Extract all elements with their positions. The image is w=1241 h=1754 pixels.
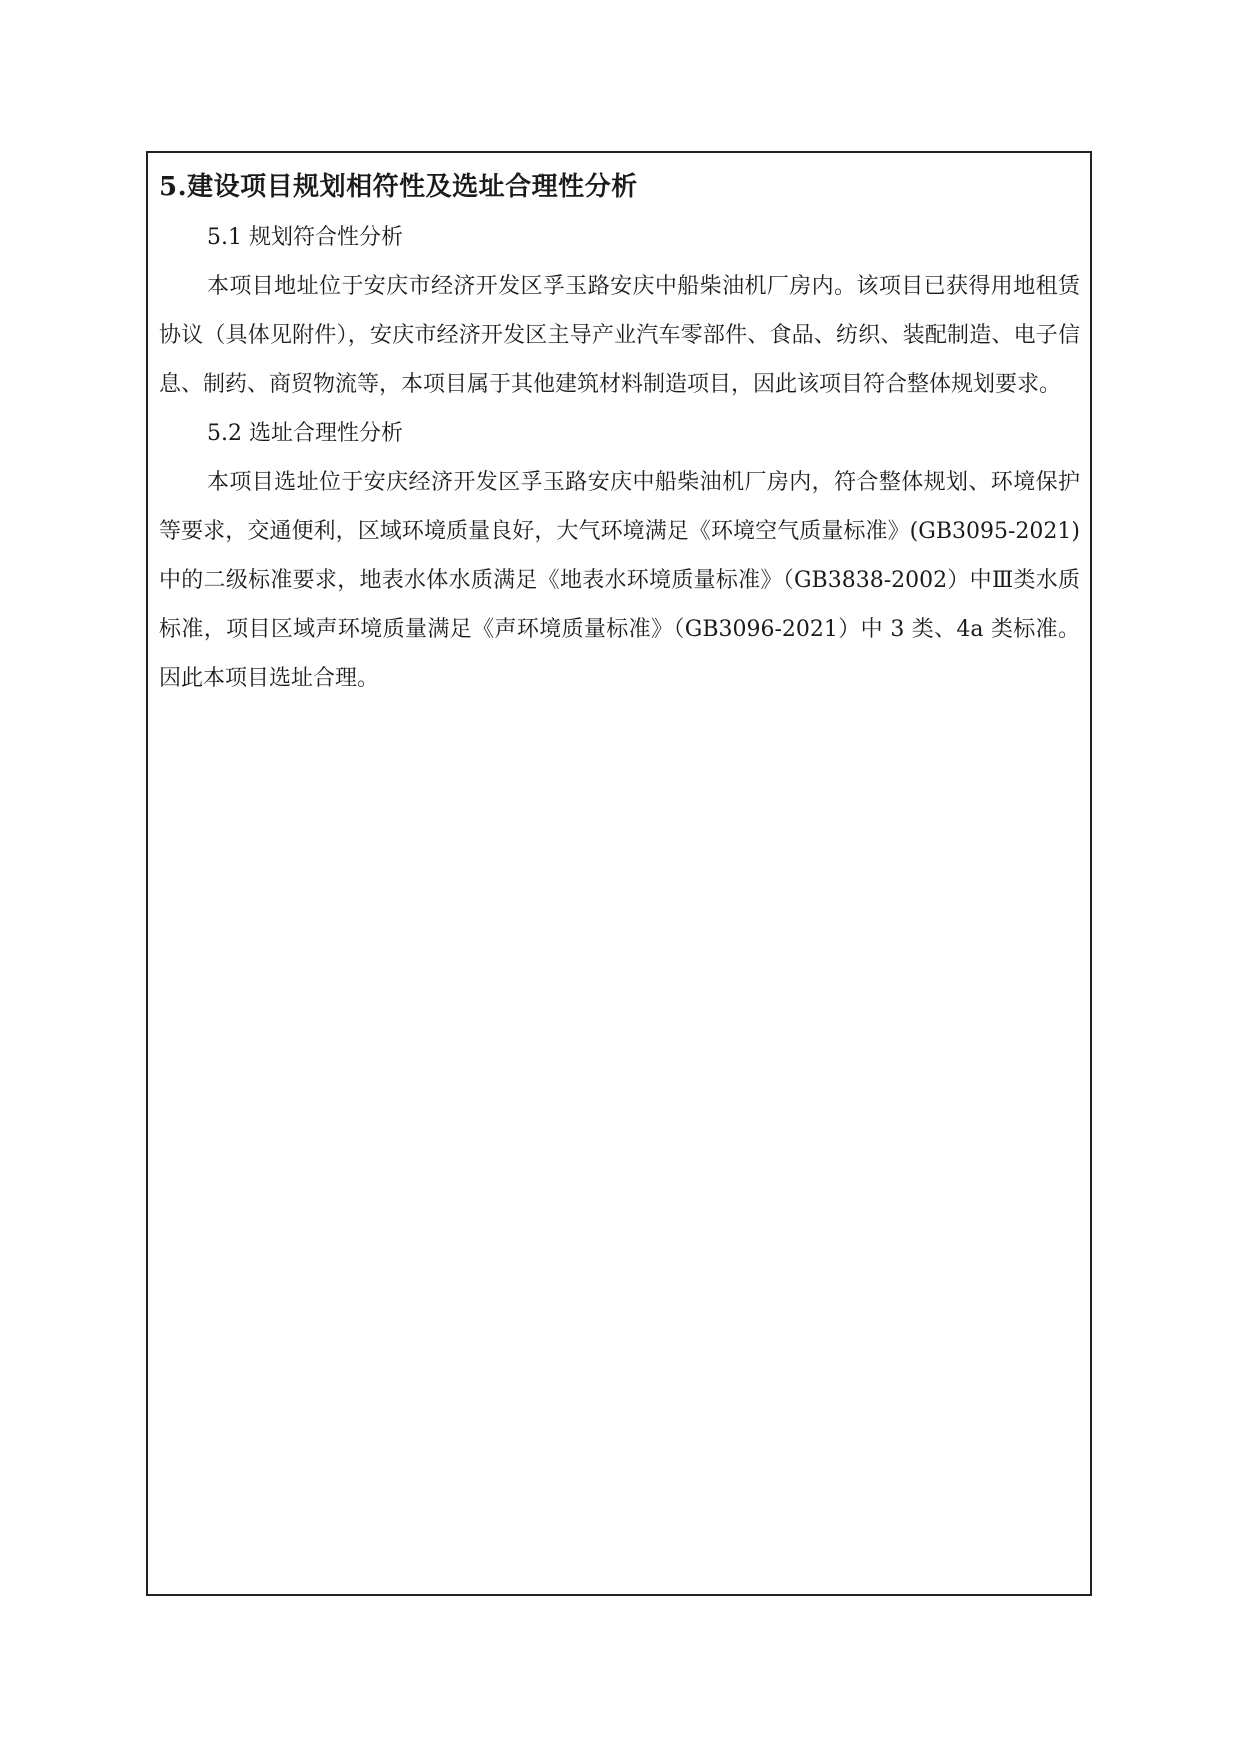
subsection-heading-site: 5.2 选址合理性分析 <box>207 421 403 446</box>
site-paragraph: 本项目选址位于安庆经济开发区孚玉路安庆中船柴油机厂房内，符合整体规划、环境保护等要求，交通便利，区域环境质量良好，大气环境满足《环境空气质量标准》(GB3095-2021) 中的二级标准要求，地表水体水质满足《地表水环境质量标准》（GB3838-2002）中Ⅲ类水质标准，项目区域声环境质量满足《声环境质量标准》（GB3096-2021）中 3 类、4a 类标准。因此本项目选址合理。 <box>159 470 1080 691</box>
content-frame <box>146 151 1092 1596</box>
planning-paragraph: 本项目地址位于安庆市经济开发区孚玉路安庆中船柴油机厂房内。该项目已获得用地租赁协议（具体见附件），安庆市经济开发区主导产业汽车零部件、食品、纺织、装配制造、电子信息、制药、商贸物流等，本项目属于其他建筑材料制造项目，因此该项目符合整体规划要求。 <box>159 274 1080 397</box>
section-title: 5.建设项目规划相符性及选址合理性分析 <box>159 172 638 202</box>
subsection-heading-planning: 5.1 规划符合性分析 <box>207 225 403 250</box>
